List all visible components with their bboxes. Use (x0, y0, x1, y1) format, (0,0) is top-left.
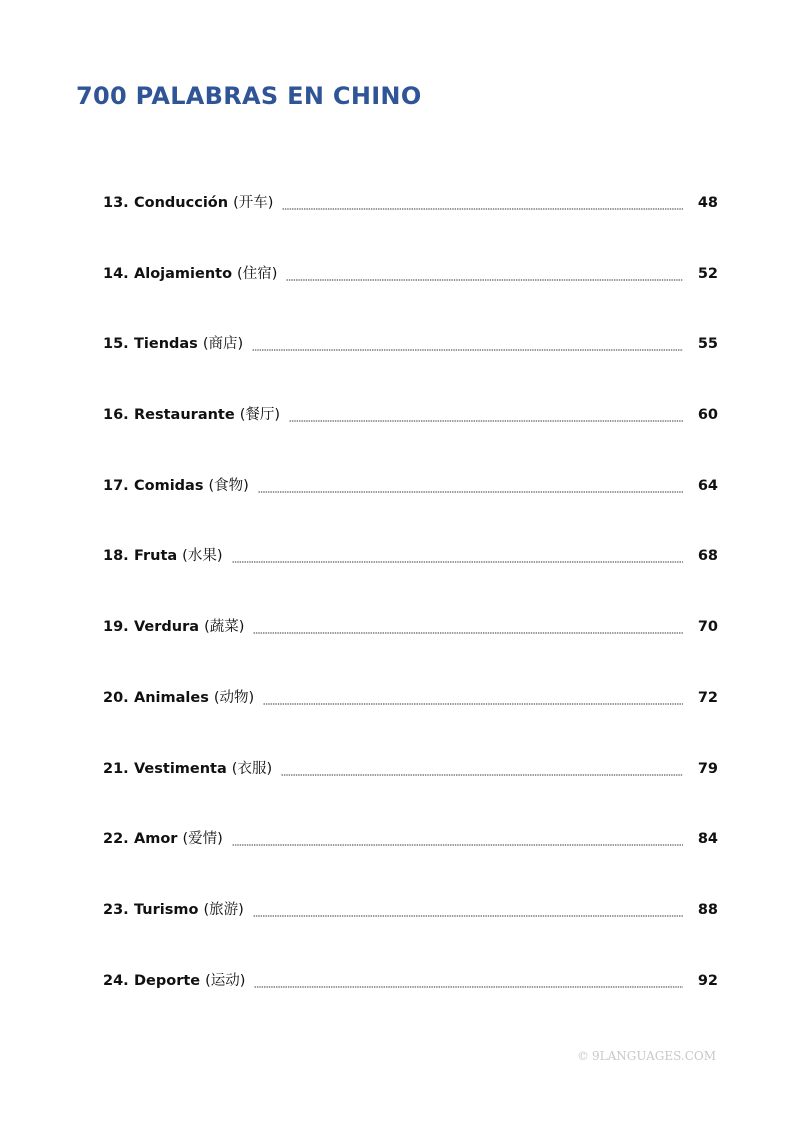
toc-entry-number: 24. (103, 972, 129, 989)
toc-entry-label: Amor (134, 831, 178, 848)
toc-entry-number: 22. (103, 831, 129, 848)
toc-entry-label: Animales (134, 689, 209, 706)
watermark (577, 1049, 716, 1063)
toc-entry-label: Comidas (134, 477, 204, 494)
toc-leader-dots (286, 257, 682, 291)
toc-entry-label: Vestimenta (134, 760, 227, 777)
toc-entry-chinese: (商店) (202, 336, 244, 353)
toc-entry-chinese: (运动) (205, 972, 246, 989)
toc-entry-number: 18. (103, 548, 129, 565)
toc-entry-chinese: (蔬菜) (204, 619, 245, 636)
toc-entry-label: Turismo (134, 901, 199, 918)
toc-entry[interactable] (103, 257, 718, 328)
toc-entry-chinese: (动物) (213, 689, 255, 706)
copyright-icon: © (576, 1049, 589, 1063)
toc-entry-chinese: (水果) (182, 548, 223, 565)
toc-leader-dots (232, 822, 683, 856)
toc-entry-number: 23. (103, 901, 129, 918)
toc-entry-page: 88 (697, 901, 718, 918)
table-of-contents (103, 186, 718, 1034)
toc-entry-page: 84 (697, 831, 718, 848)
toc-entry-number: 19. (103, 619, 129, 636)
toc-entry-chinese: (旅游) (203, 901, 244, 918)
toc-entry-label: Conducción (134, 195, 229, 211)
toc-entry[interactable] (103, 398, 718, 469)
toc-entry-number: 15. (103, 336, 129, 353)
toc-entry-label: Verdura (134, 619, 200, 636)
toc-entry-page: 79 (697, 760, 718, 777)
toc-entry[interactable] (103, 752, 718, 823)
toc-entry[interactable] (103, 469, 718, 540)
toc-entry[interactable] (103, 327, 718, 398)
toc-entry-label: Tiendas (134, 336, 198, 353)
page-title: 700 PALABRAS EN CHINO (76, 82, 422, 110)
toc-entry-chinese: (餐厅) (239, 407, 281, 424)
toc-entry-page: 55 (697, 336, 718, 353)
toc-entry-chinese: (住宿) (237, 265, 278, 282)
toc-entry-page: 52 (697, 265, 718, 282)
toc-leader-dots (263, 681, 683, 715)
toc-entry[interactable] (103, 822, 718, 893)
toc-leader-dots (289, 398, 683, 432)
watermark-text: 9LANGUAGES.COM (591, 1049, 716, 1063)
toc-entry-label: Alojamiento (134, 265, 233, 282)
toc-entry-page: 70 (697, 619, 718, 636)
toc-leader-dots (282, 186, 682, 220)
toc-entry[interactable] (103, 610, 718, 681)
toc-entry-page: 48 (697, 195, 718, 211)
toc-entry-page: 72 (697, 689, 718, 706)
toc-entry-number: 17. (103, 477, 129, 494)
toc-entry[interactable] (103, 539, 718, 610)
toc-leader-dots (258, 469, 683, 503)
toc-leader-dots (254, 964, 682, 998)
toc-leader-dots (252, 327, 683, 361)
toc-leader-dots (253, 610, 682, 644)
toc-entry-label: Deporte (134, 972, 201, 989)
toc-entry-number: 16. (103, 407, 129, 424)
toc-entry[interactable] (103, 681, 718, 752)
toc-entry-number: 20. (103, 689, 129, 706)
toc-leader-dots (253, 893, 683, 927)
toc-entry-page: 64 (697, 477, 718, 494)
toc-entry-chinese: (爱情) (182, 831, 223, 848)
toc-entry-label: Restaurante (134, 407, 235, 424)
toc-entry[interactable] (103, 893, 718, 964)
toc-entry-number: 13. (103, 195, 129, 211)
toc-entry[interactable] (103, 964, 718, 1035)
toc-entry-chinese: (衣服) (231, 760, 273, 777)
toc-leader-dots (281, 752, 683, 786)
toc-entry-number: 14. (103, 265, 129, 282)
toc-entry-page: 92 (697, 972, 718, 989)
toc-entry-label: Fruta (134, 548, 178, 565)
toc-entry[interactable] (103, 186, 718, 257)
toc-entry-chinese: (食物) (208, 477, 249, 494)
toc-leader-dots (232, 539, 683, 573)
toc-entry-page: 60 (697, 407, 718, 424)
toc-entry-number: 21. (103, 760, 129, 777)
toc-entry-page: 68 (697, 548, 718, 565)
toc-entry-chinese: (开车) (233, 195, 274, 211)
